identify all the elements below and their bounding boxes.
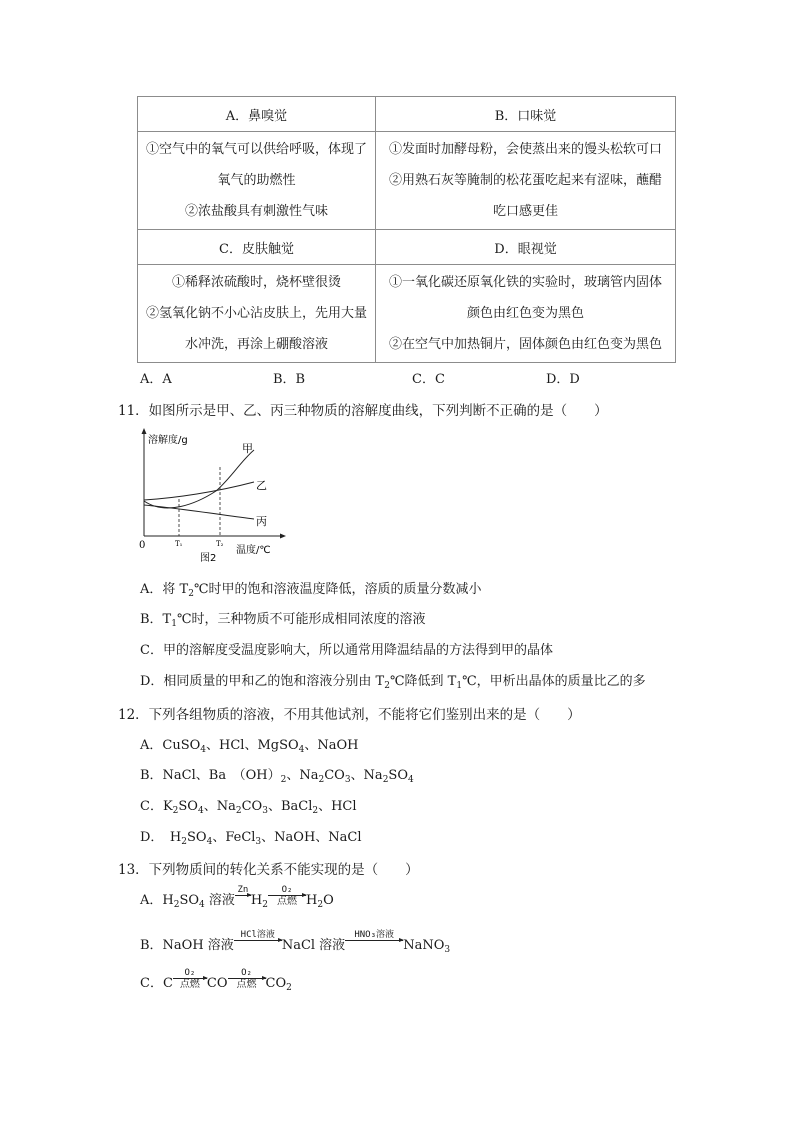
series-label-bing: 丙 xyxy=(256,515,267,528)
q12-a-t: 、NaOH xyxy=(304,738,359,753)
cell-c-head: C．皮肤触觉 xyxy=(138,230,376,265)
q12-d-t: 、FeCl xyxy=(212,830,256,845)
arrow-icon xyxy=(228,978,266,979)
q11-option-a[interactable] xyxy=(140,578,481,597)
series-label-yi: 乙 xyxy=(256,479,267,492)
q11-option-c[interactable]: C．甲的溶解度受温度影响大，所以通常用降温结晶的方法得到甲的晶体 xyxy=(140,643,553,658)
origin-label: 0 xyxy=(139,540,146,551)
cell-b-line: 吃口感更佳 xyxy=(492,204,558,219)
q12-a-t: 、HCl、MgSO xyxy=(206,738,299,753)
q13-c-sub: 2 xyxy=(286,983,292,993)
cell-c-body xyxy=(138,265,376,363)
q12-c-s: 2 xyxy=(172,806,179,816)
q12-b-t: 、Na xyxy=(286,768,319,783)
q12-a-t: A．CuSO xyxy=(140,738,201,753)
q12-b-s: 2 xyxy=(280,775,287,785)
q13-c-text: C．C xyxy=(140,976,173,991)
q12-c-s: 3 xyxy=(262,806,268,816)
q13-c-text: CO xyxy=(265,976,287,991)
cell-a-line: 氧气的助燃性 xyxy=(217,173,296,188)
q12-b-t: SO xyxy=(388,768,408,783)
arrow-icon xyxy=(345,940,403,941)
q13-a-arrow-1 xyxy=(235,885,251,907)
y-axis-arrow xyxy=(142,428,147,434)
cell-d-line: ①一氧化碳还原氧化铁的实验时，玻璃管内固体 xyxy=(388,275,662,290)
q12-c-s: 2 xyxy=(312,806,319,816)
cell-c-line: 水冲洗，再涂上硼酸溶液 xyxy=(184,337,328,352)
cell-a-head: A．鼻嗅觉 xyxy=(138,97,376,132)
q11-option-b[interactable] xyxy=(140,608,426,627)
q10-option-a[interactable]: A．A xyxy=(140,372,172,387)
y-axis-label: 溶解度/g xyxy=(148,435,188,446)
q10-senses-table xyxy=(137,96,676,363)
solubility-chart xyxy=(136,426,286,566)
arrow-condition: O₂ xyxy=(241,968,252,978)
q12-a-s: 4 xyxy=(200,745,207,755)
q12-d-t: SO xyxy=(187,830,207,845)
q13-b-text: B．NaOH 溶液 xyxy=(140,938,234,953)
arrow-condition-below: 点燃 xyxy=(277,896,297,907)
cell-b-line: ②用熟石灰等腌制的松花蛋吃起来有涩味，蘸醋 xyxy=(388,173,662,188)
q12-c-t: CO xyxy=(241,799,263,814)
cell-d-line: ②在空气中加热铜片，固体颜色由红色变为黑色 xyxy=(388,337,662,352)
q13-a-text: O xyxy=(323,893,334,908)
q13-a-text: H xyxy=(306,893,318,908)
q10-option-c[interactable]: C．C xyxy=(412,372,445,387)
arrow-condition: HNO₃溶液 xyxy=(354,930,395,940)
q13-b-arrow-1 xyxy=(234,930,282,952)
q11-d-post: ℃，甲析出晶体的质量比乙的多 xyxy=(462,674,646,689)
q13-a-text: A．H xyxy=(140,893,174,908)
q12-option-b[interactable] xyxy=(140,764,414,783)
q13-a-arrow-2 xyxy=(268,885,306,907)
q11-b-post: ℃时，三种物质不可能形成相同浓度的溶液 xyxy=(176,612,426,627)
q11-d-sub1: 2 xyxy=(384,681,390,691)
q12-b-t: CO xyxy=(324,768,345,783)
q12-b-s: 4 xyxy=(408,775,414,785)
q12-option-c[interactable] xyxy=(140,795,357,814)
x-axis-label: 温度/℃ xyxy=(236,545,271,556)
q11-d-mid: ℃降低到 T xyxy=(389,674,457,689)
q13-b-text: NaCl 溶液 xyxy=(281,938,346,953)
arrow-condition: HCl溶液 xyxy=(240,930,275,940)
t1-label: T₁ xyxy=(175,540,183,548)
curve-jia xyxy=(144,450,254,508)
x-axis-arrow xyxy=(280,534,286,539)
q11-b-pre: B．T xyxy=(140,612,172,627)
arrow-condition: Zn xyxy=(237,885,249,895)
cell-a-line: ①空气中的氧气可以供给呼吸，体现了 xyxy=(145,142,367,157)
q12-c-t: C．K xyxy=(140,799,173,814)
arrow-icon xyxy=(268,895,306,896)
arrow-condition-below: 点燃 xyxy=(236,979,257,990)
q13-b-arrow-2 xyxy=(345,930,403,952)
cell-b-line: ①发面时加酵母粉，会使蒸出来的馒头松软可口 xyxy=(388,142,662,157)
figure-caption: 图2 xyxy=(200,553,217,564)
q12-c-s: 4 xyxy=(197,806,204,816)
q13-stem: 13．下列物质间的转化关系不能实现的是（ ） xyxy=(118,862,419,878)
cell-c-line: ①稀释浓硫酸时，烧杯壁很烫 xyxy=(171,275,341,290)
q11-d-pre: D．相同质量的甲和乙的饱和溶液分别由 T xyxy=(140,674,385,689)
q12-b-s: 2 xyxy=(382,775,389,785)
q13-c-text: CO xyxy=(206,976,228,991)
q12-c-t: 、BaCl xyxy=(267,799,313,814)
q12-b-t: B．NaCl、Ba （OH） xyxy=(140,768,281,783)
q12-c-t: 、Na xyxy=(203,799,236,814)
cell-a-body xyxy=(138,132,376,230)
q13-option-b[interactable] xyxy=(140,930,450,953)
q12-b-s: 2 xyxy=(318,775,325,785)
q10-options xyxy=(140,368,680,388)
q12-stem: 12．下列各组物质的溶液，不用其他试剂，不能将它们鉴别出来的是（ ） xyxy=(118,707,581,723)
q11-stem: 11．如图所示是甲、乙、丙三种物质的溶解度曲线，下列判断不正确的是（ ） xyxy=(118,403,608,419)
cell-d-body xyxy=(376,265,676,363)
q12-a-s: 4 xyxy=(298,745,305,755)
q12-c-t: 、HCl xyxy=(318,799,357,814)
q11-option-d[interactable] xyxy=(140,670,646,689)
q11-b-sub: 1 xyxy=(171,619,177,629)
q13-a-sub: 2 xyxy=(317,900,324,910)
q12-d-t: 、NaOH、NaCl xyxy=(261,830,362,845)
q12-option-a[interactable] xyxy=(140,734,359,753)
q13-c-arrow-1 xyxy=(173,968,207,990)
arrow-icon xyxy=(235,895,251,896)
q12-c-t: SO xyxy=(178,799,198,814)
arrow-icon xyxy=(234,940,282,941)
q12-b-s: 3 xyxy=(344,775,351,785)
q12-d-t: D． H xyxy=(140,830,182,845)
q13-option-c[interactable] xyxy=(140,968,292,991)
arrow-icon xyxy=(173,978,207,979)
q13-a-sub: 4 xyxy=(199,900,205,910)
q13-a-text: 溶液 xyxy=(204,893,235,908)
q13-c-arrow-2 xyxy=(228,968,266,990)
q12-c-s: 2 xyxy=(235,806,242,816)
curve-bing xyxy=(144,505,254,519)
cell-b-head: B．口味觉 xyxy=(376,97,676,132)
cell-c-line: ②氢氧化钠不小心沾皮肤上，先用大量 xyxy=(145,306,367,321)
curve-yi xyxy=(144,482,254,500)
q11-d-sub2: 1 xyxy=(456,681,463,691)
series-label-jia: 甲 xyxy=(242,442,253,455)
q13-b-sub: 3 xyxy=(444,945,451,955)
q13-a-sub: 2 xyxy=(173,900,180,910)
q11-a-sub: 2 xyxy=(188,589,194,599)
q13-a-text: SO xyxy=(179,893,200,908)
cell-b-body xyxy=(376,132,676,230)
q13-a-text: H xyxy=(250,893,263,908)
arrow-condition-below: 点燃 xyxy=(179,979,200,990)
q13-a-sub: 2 xyxy=(262,900,268,910)
cell-a-line: ②浓盐酸具有刺激性气味 xyxy=(184,204,328,219)
q12-d-s: 4 xyxy=(206,837,213,847)
q11-a-post: ℃时甲的饱和溶液温度降低，溶质的质量分数减小 xyxy=(193,582,482,597)
cell-d-head: D．眼视觉 xyxy=(376,230,676,265)
q11-a-pre: A．将 T xyxy=(140,582,189,597)
q10-option-d[interactable]: D．D xyxy=(546,372,580,387)
q12-b-t: 、Na xyxy=(350,768,383,783)
q10-option-b[interactable]: B．B xyxy=(273,372,306,387)
q12-d-s: 3 xyxy=(255,837,262,847)
t2-label: T₂ xyxy=(216,540,224,548)
cell-d-line: 颜色由红色变为黑色 xyxy=(466,306,584,321)
arrow-condition: O₂ xyxy=(184,968,196,978)
q12-d-s: 2 xyxy=(181,837,187,847)
q13-b-text: NaNO xyxy=(403,938,445,953)
arrow-condition: O₂ xyxy=(281,885,293,895)
q13-option-a[interactable] xyxy=(140,885,334,908)
q12-option-d[interactable] xyxy=(140,826,362,845)
